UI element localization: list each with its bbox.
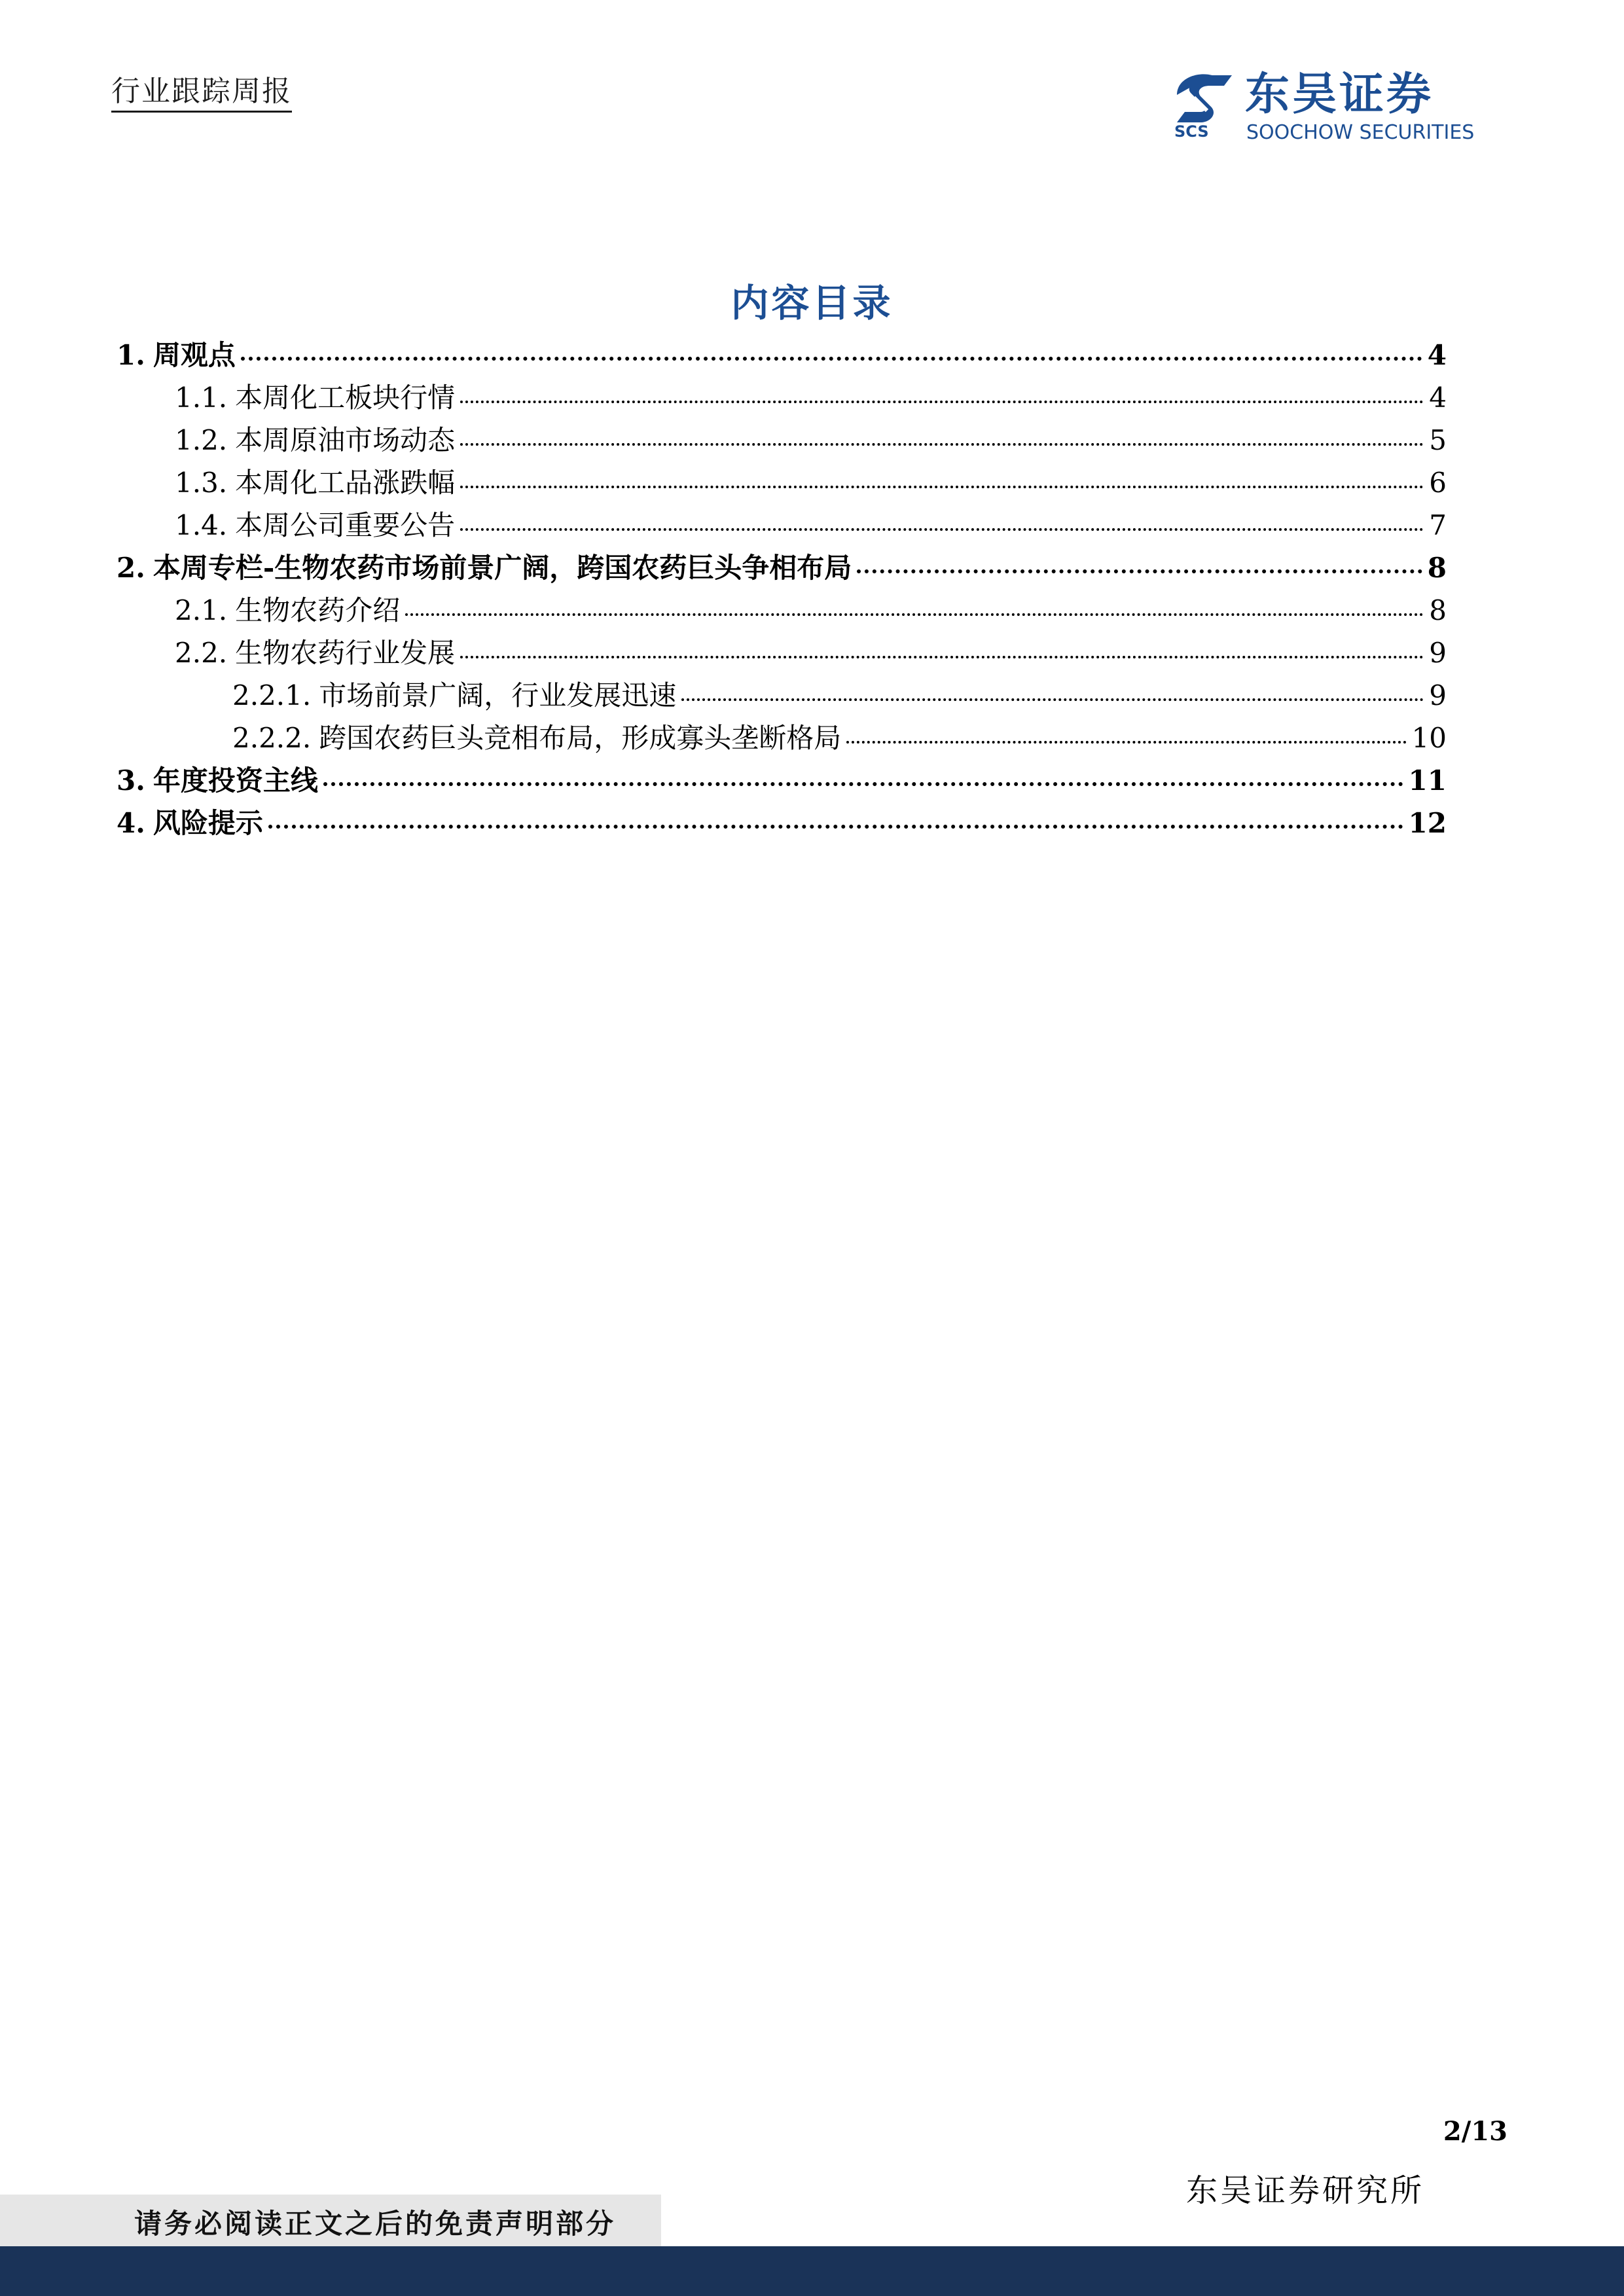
toc-entry-number: 1.3. (175, 467, 228, 499)
toc-title: 内容目录 (731, 281, 893, 325)
toc-dot-leader (460, 400, 1424, 403)
toc-entry-label: 本周公司重要公告 (235, 509, 456, 541)
toc-entry[interactable] (117, 589, 1447, 632)
toc-dot-leader (268, 824, 1403, 829)
toc-entry-page: 12 (1408, 807, 1447, 839)
soochow-logo-icon (1172, 69, 1237, 141)
toc-entry[interactable] (117, 547, 1447, 589)
toc-entry-page: 4 (1427, 339, 1447, 371)
toc-entry[interactable] (117, 632, 1447, 674)
toc-dot-leader (241, 356, 1422, 361)
toc-entry[interactable] (117, 802, 1447, 844)
toc-entry-number: 4. (117, 807, 145, 839)
toc-entry-label: 本周专栏-生物农药市场前景广阔，跨国农药巨头争相布局 (153, 552, 852, 584)
toc-dot-leader (846, 740, 1406, 744)
toc-entry-page: 8 (1427, 552, 1447, 584)
toc-entry-page: 11 (1408, 764, 1447, 797)
toc-entry-label: 跨国农药巨头竞相布局，形成寡头垄断格局 (319, 722, 842, 754)
table-of-contents (117, 334, 1447, 844)
company-logo (1172, 69, 1492, 144)
toc-entry-label: 本周原油市场动态 (235, 424, 456, 456)
toc-entry-number: 1. (117, 339, 145, 371)
toc-entry-page: 10 (1411, 722, 1447, 754)
toc-entry-label: 生物农药行业发展 (235, 637, 456, 669)
toc-entry-number: 1.1. (175, 382, 228, 414)
toc-entry-page: 7 (1429, 509, 1447, 541)
toc-entry[interactable] (117, 674, 1447, 717)
toc-dot-leader (681, 698, 1424, 701)
toc-entry-label: 本周化工品涨跌幅 (235, 467, 456, 499)
toc-dot-leader (460, 655, 1424, 658)
toc-entry-label: 周观点 (153, 339, 236, 371)
toc-entry-page: 9 (1429, 679, 1447, 711)
toc-entry-page: 8 (1429, 594, 1447, 626)
toc-entry-page: 5 (1429, 424, 1447, 456)
toc-entry[interactable] (117, 759, 1447, 802)
toc-entry[interactable] (117, 717, 1447, 759)
toc-entry[interactable] (117, 461, 1447, 504)
toc-entry-number: 2.2.2. (232, 722, 312, 754)
toc-entry-number: 2. (117, 552, 145, 584)
page-number: 2/13 (1443, 2116, 1507, 2147)
toc-entry[interactable] (117, 504, 1447, 547)
toc-entry-label: 风险提示 (153, 807, 263, 839)
toc-entry[interactable] (117, 419, 1447, 461)
logo-company-name-cn: 东吴证券 (1245, 69, 1434, 120)
toc-entry-number: 2.2.1. (232, 679, 312, 711)
toc-entry-number: 1.4. (175, 509, 228, 541)
toc-dot-leader (460, 485, 1424, 488)
toc-entry-page: 4 (1429, 382, 1447, 414)
toc-entry[interactable] (117, 334, 1447, 376)
report-type-label: 行业跟踪周报 (111, 73, 292, 113)
disclaimer-notice: 请务必阅读正文之后的免责声明部分 (134, 2208, 617, 2240)
toc-entry-page: 6 (1429, 467, 1447, 499)
toc-entry-label: 年度投资主线 (153, 764, 318, 797)
toc-entry-number: 2.2. (175, 637, 228, 669)
toc-entry-label: 本周化工板块行情 (235, 382, 456, 414)
toc-dot-leader (460, 528, 1424, 531)
toc-entry-number: 3. (117, 764, 145, 797)
toc-entry-number: 1.2. (175, 424, 228, 456)
toc-dot-leader (857, 569, 1422, 573)
toc-entry-label: 市场前景广阔，行业发展迅速 (319, 679, 677, 711)
footer-band (0, 2246, 1624, 2296)
toc-dot-leader (460, 442, 1424, 446)
toc-dot-leader (323, 781, 1403, 786)
toc-entry-number: 2.1. (175, 594, 228, 626)
logo-mark-letters: SCS (1174, 122, 1209, 141)
institute-name: 东吴证券研究所 (1185, 2172, 1424, 2209)
toc-entry[interactable] (117, 376, 1447, 419)
toc-entry-label: 生物农药介绍 (235, 594, 401, 626)
toc-entry-page: 9 (1429, 637, 1447, 669)
logo-company-name-en: SOOCHOW SECURITIES (1246, 121, 1475, 144)
toc-dot-leader (405, 613, 1424, 616)
